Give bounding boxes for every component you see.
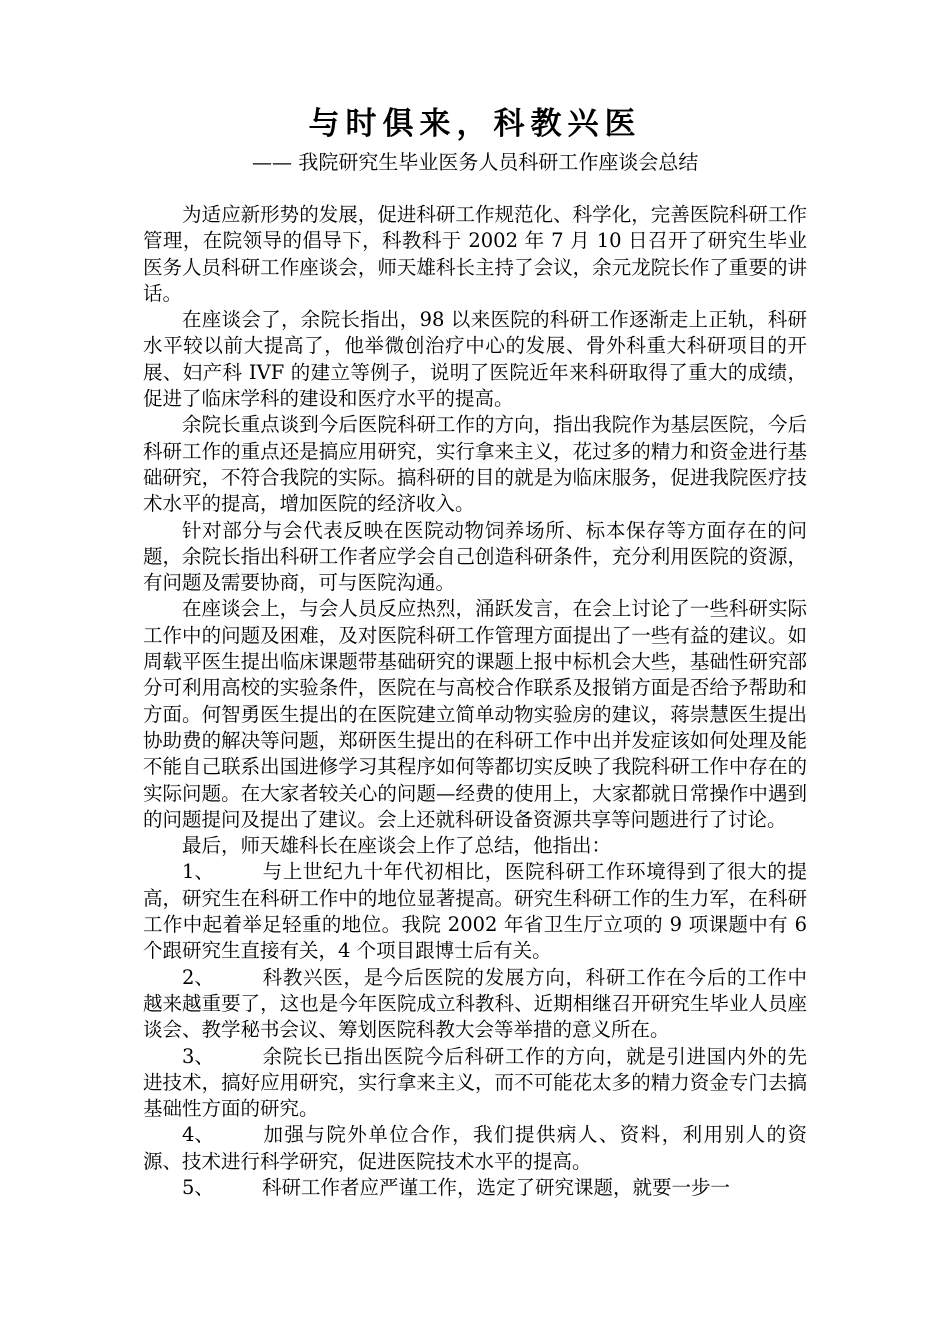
document-body bbox=[143, 202, 807, 1201]
numbered-item bbox=[143, 859, 807, 964]
paragraph: 在座谈会了，余院长指出，98 以来医院的科研工作逐渐走上正轨，科研水平较以前大提高了，他举微创治疗中心的发展、骨外科重大科研项目的开展、妇产科 IVF 的建立等例子，说明了医院近年来科研取得了重大的成绩，促进了临床学科的建设和医疗水平的提高。 bbox=[143, 308, 807, 411]
item-text: 余院长已指出医院今后科研工作的方向，就是引进国内外的先进技术，搞好应用研究，实行拿来主义，而不可能花太多的精力资金专门去搞基础性方面的研究。 bbox=[143, 1044, 807, 1121]
numbered-item bbox=[143, 1044, 807, 1123]
paragraph: 余院长重点谈到今后医院科研工作的方向，指出我院作为基层医院，今后科研工作的重点还是搞应用研究，实行拿来主义，花过多的精力和资金进行基础研究，不符合我院的实际。搞科研的目的就是为临床服务，促进我院医疗技术水平的提高，增加医院的经济收入。 bbox=[143, 413, 807, 516]
numbered-item bbox=[143, 1122, 807, 1175]
item-number: 5、 bbox=[182, 1175, 214, 1199]
paragraph: 在座谈会上，与会人员反应热烈，涌跃发言，在会上讨论了一些科研实际工作中的问题及困难，及对医院科研工作管理方面提出了一些有益的建议。如周载平医生提出临床课题带基础研究的课题上报中标机会大些，基础性研究部分可利用高校的实验条件，医院在与高校合作联系及报销方面是否给予帮助和方面。何智勇医生提出的在医院建立简单动物实验房的建议，蒋崇慧医生提出协助费的解决等问题，郑研医生提出的在科研工作中出并发症该如何处理及能不能自己联系出国进修学习其程序如何等都切实反映了我院科研工作中存在的实际问题。在大家者较关心的问题—经费的使用上，大家都就日常操作中遇到的问题提问及提出了建议。会上还就科研设备资源共享等问题进行了讨论。 bbox=[143, 597, 807, 831]
item-number: 3、 bbox=[182, 1044, 214, 1068]
paragraph: 为适应新形势的发展，促进科研工作规范化、科学化，完善医院科研工作管理，在院领导的倡导下，科教科于 2002 年 7 月 10 日召开了研究生毕业医务人员科研工作座谈会，师天雄科长主持了会议，余元龙院长作了重要的讲话。 bbox=[143, 203, 807, 305]
item-number: 4、 bbox=[182, 1123, 214, 1147]
document-title: 与时俱来，科教兴医 bbox=[308, 106, 642, 142]
numbered-item bbox=[143, 965, 807, 1044]
paragraph: 针对部分与会代表反映在医院动物饲养场所、标本保存等方面存在的问题，余院长指出科研工作者应学会自己创造科研条件，充分利用医院的资源，有问题及需要协商，可与医院沟通。 bbox=[143, 518, 807, 595]
item-number: 1、 bbox=[182, 860, 214, 884]
item-number: 2、 bbox=[182, 965, 214, 989]
numbered-item bbox=[143, 1175, 807, 1201]
item-text: 与上世纪九十年代初相比，医院科研工作环境得到了很大的提高，研究生在科研工作中的地位显著提高。研究生科研工作的生力军，在科研工作中起着举足轻重的地位。我院 2002 年省卫生厅立项的 9 项课题中有 6 个跟研究生直接有关，4 个项目跟博士后有关。 bbox=[143, 860, 807, 963]
item-text: 加强与院外单位合作，我们提供病人、资料，利用别人的资源、技术进行科学研究，促进医院技术水平的提高。 bbox=[143, 1123, 807, 1173]
item-text: 科教兴医，是今后医院的发展方向，科研工作在今后的工作中越来越重要了，这也是今年医院成立科教科、近期相继召开研究生毕业人员座谈会、教学秘书会议、筹划医院科教大会等举措的意义所在。 bbox=[143, 965, 807, 1042]
item-text: 科研工作者应严谨工作，选定了研究课题，就要一步一 bbox=[262, 1175, 731, 1199]
paragraph: 最后，师天雄科长在座谈会上作了总结，他指出： bbox=[182, 834, 612, 858]
document-subtitle: —— 我院研究生毕业医务人员科研工作座谈会总结 bbox=[252, 150, 699, 174]
